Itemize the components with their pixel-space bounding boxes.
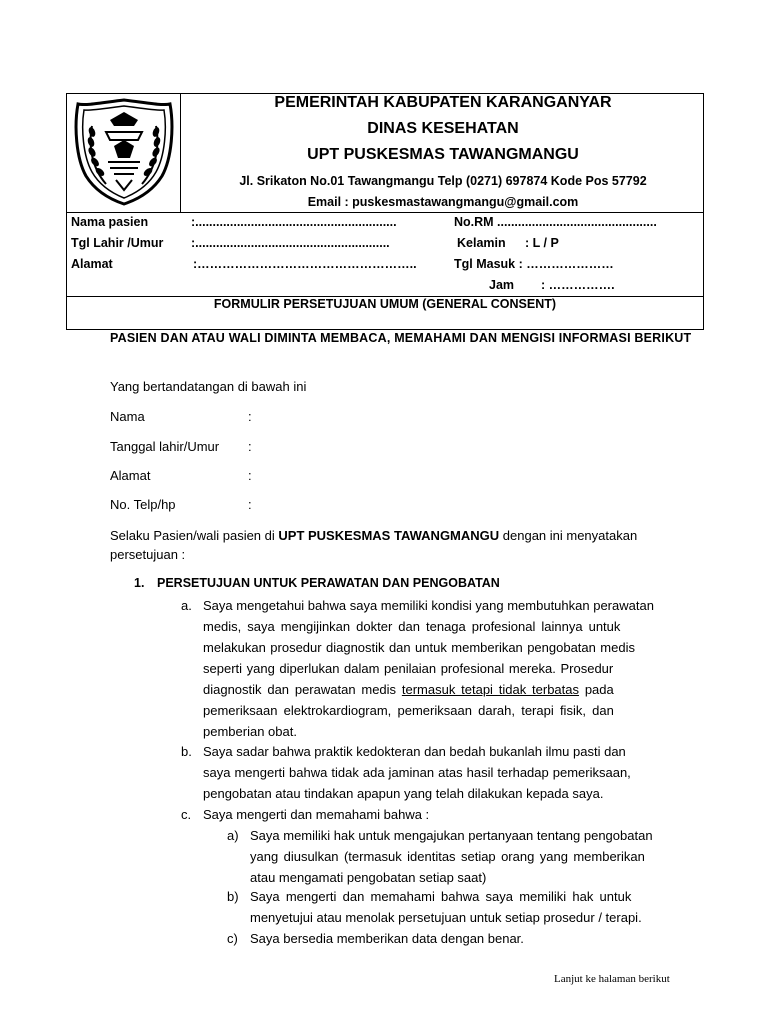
signer-intro: Yang bertandatangan di bawah ini bbox=[110, 379, 307, 394]
item-c-text: Saya mengerti dan memahami bahwa : bbox=[203, 807, 430, 822]
field-colon-telp: : bbox=[248, 497, 252, 512]
patient-info-block bbox=[67, 213, 703, 297]
item-a-line5-pre: diagnostik dan perawatan medis bbox=[203, 682, 402, 697]
alamat-label: Alamat bbox=[71, 257, 113, 271]
government-name: PEMERINTAH KABUPATEN KARANGANYAR bbox=[274, 94, 612, 111]
email-line: Email : puskesmastawangmangu@gmail.com bbox=[307, 195, 579, 209]
no-rm-label: No.RM .............................................. bbox=[454, 215, 657, 229]
field-colon-nama: : bbox=[248, 409, 252, 424]
tgl-lahir-value: :........................................................ bbox=[191, 236, 390, 250]
jam-value: : ……………. bbox=[541, 278, 615, 292]
sub-item-c-line: Saya bersedia memberikan data dengan benar. bbox=[250, 931, 524, 946]
tgl-masuk-label: Tgl Masuk : ………………… bbox=[454, 257, 614, 271]
field-colon-alamat: : bbox=[248, 468, 252, 483]
department-name: DINAS KESEHATAN bbox=[367, 120, 519, 137]
kelamin-label: Kelamin bbox=[457, 236, 506, 250]
section-number: 1. bbox=[134, 576, 145, 590]
sub-item-a-line: Saya memiliki hak untuk mengajukan pertanyaan tentang pengobatan bbox=[250, 828, 653, 843]
tgl-lahir-label: Tgl Lahir /Umur bbox=[71, 236, 164, 250]
item-a-line: Saya mengetahui bahwa saya memiliki kondisi yang membutuhkan perawatan bbox=[203, 598, 654, 613]
form-title: FORMULIR PERSETUJUAN UMUM (GENERAL CONSENT) bbox=[213, 297, 557, 311]
puskesmas-name: UPT PUSKESMAS TAWANGMANGU bbox=[307, 146, 579, 163]
sub-item-b-marker: b) bbox=[227, 889, 239, 904]
sub-item-b-line: menyetujui atau menolak persetujuan untuk setiap prosedur / terapi. bbox=[250, 910, 642, 925]
letterhead-box bbox=[66, 93, 704, 330]
item-a-line-5 bbox=[203, 682, 614, 697]
statement-post: dengan ini menyatakan bbox=[499, 528, 638, 543]
item-a-line5-post: pada bbox=[579, 682, 614, 697]
statement-pre: Selaku Pasien/wali pasien di bbox=[110, 528, 279, 543]
item-b-marker: b. bbox=[181, 744, 192, 759]
item-a-line: pemeriksaan elektrokardiogram, pemeriksaan darah, terapi fisik, dan bbox=[203, 703, 614, 718]
field-label-tanggal-lahir: Tanggal lahir/Umur bbox=[110, 439, 220, 454]
sub-item-c-marker: c) bbox=[227, 931, 238, 946]
logo-cell bbox=[67, 94, 181, 212]
field-label-telp: No. Telp/hp bbox=[110, 497, 176, 512]
statement-line-2: persetujuan : bbox=[110, 547, 186, 562]
field-colon-tanggal-lahir: : bbox=[248, 439, 252, 454]
nama-pasien-value: :.......................................................... bbox=[191, 215, 397, 229]
sub-item-a-line: atau mengamati pengobatan setiap saat) bbox=[250, 870, 487, 885]
item-a-line: melakukan prosedur diagnostik dan untuk memberikan pengobatan medis bbox=[203, 640, 635, 655]
item-a-line: pemberian obat. bbox=[203, 724, 297, 739]
item-a-marker: a. bbox=[181, 598, 192, 613]
sub-item-a-line: yang diusulkan (termasuk identitas setiap orang yang memberikan bbox=[250, 849, 645, 864]
item-a-underlined-phrase: termasuk tetapi tidak terbatas bbox=[401, 682, 580, 697]
alamat-value: :…………………………………………….. bbox=[193, 257, 417, 271]
sub-item-b-line: Saya mengerti dan memahami bahwa saya memiliki hak untuk bbox=[250, 889, 632, 904]
jam-label: Jam bbox=[489, 278, 515, 292]
item-c-marker: c. bbox=[181, 807, 192, 822]
field-label-nama: Nama bbox=[110, 409, 145, 424]
item-b-line: saya mengerti bahwa tidak ada jaminan atas hasil terhadap pemeriksaan, bbox=[203, 765, 631, 780]
field-label-alamat: Alamat bbox=[110, 468, 151, 483]
statement-line-1 bbox=[110, 528, 637, 543]
item-b-line: pengobatan atau tindakan apapun yang telah dilakukan kepada saya. bbox=[203, 786, 604, 801]
item-b-line: Saya sadar bahwa praktik kedokteran dan bedah bukanlah ilmu pasti dan bbox=[203, 744, 626, 759]
item-a-line: medis, saya mengijinkan dokter dan tenaga profesional lainnya untuk bbox=[203, 619, 621, 634]
instruction-heading: PASIEN DAN ATAU WALI DIMINTA MEMBACA, MEMAHAMI DAN MENGISI INFORMASI BERIKUT bbox=[110, 331, 692, 345]
next-page-note: Lanjut ke halaman berikut bbox=[554, 973, 670, 985]
statement-puskesmas: UPT PUSKESMAS TAWANGMANGU bbox=[278, 528, 500, 543]
item-a-line: seperti yang diperlukan dalam penilaian profesional mereka. Prosedur bbox=[203, 661, 614, 676]
sub-item-a-marker: a) bbox=[227, 828, 239, 843]
kelamin-value: : L / P bbox=[525, 236, 559, 250]
section-title: PERSETUJUAN UNTUK PERAWATAN DAN PENGOBATAN bbox=[157, 576, 500, 590]
letterhead-top bbox=[67, 94, 703, 213]
karanganyar-emblem-icon bbox=[70, 96, 178, 208]
nama-pasien-label: Nama pasien bbox=[71, 215, 149, 229]
address-line: Jl. Srikaton No.01 Tawangmangu Telp (0271) 697874 Kode Pos 57792 bbox=[239, 174, 647, 188]
